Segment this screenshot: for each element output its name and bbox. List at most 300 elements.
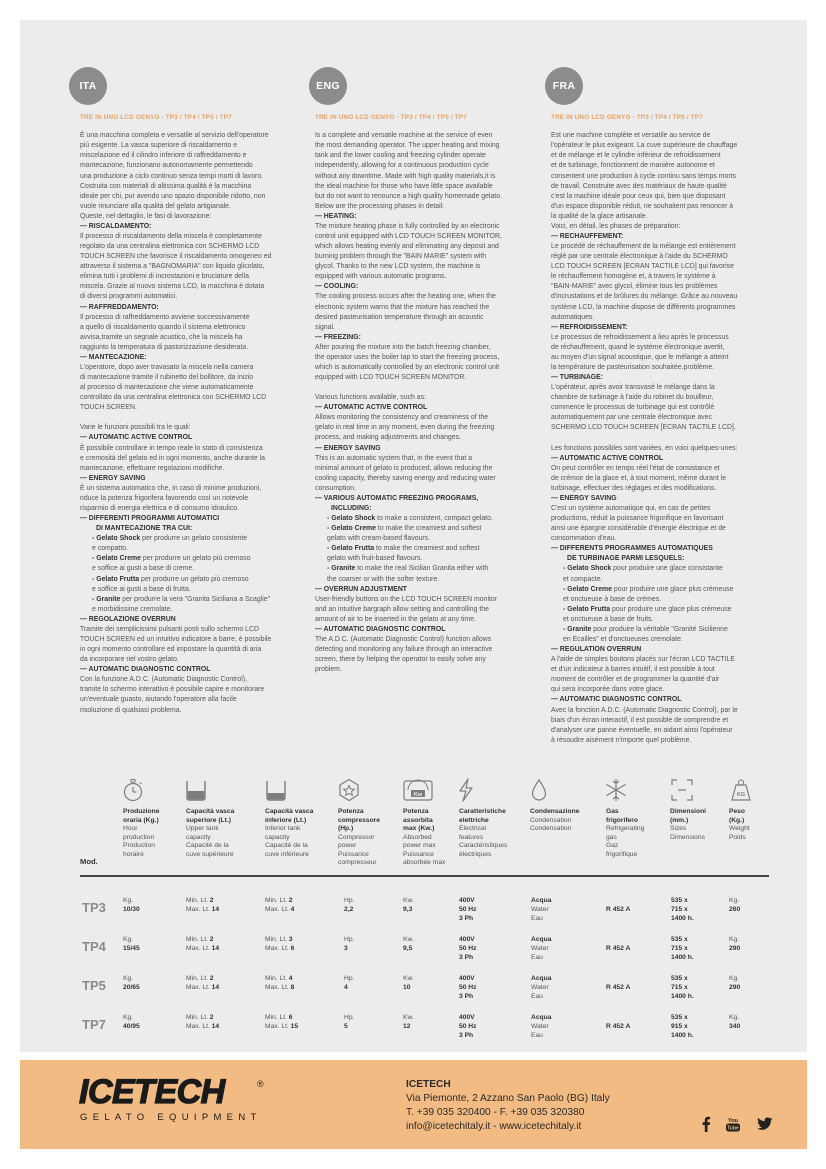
cell-unit: Min. Lt. xyxy=(265,1014,287,1021)
header-title: Dimensioni xyxy=(670,808,707,815)
cell-unit: Kw. xyxy=(403,897,414,904)
program-name: - Gelato Frutta xyxy=(563,605,611,613)
production-cell xyxy=(123,1014,140,1032)
cell-value: 6 xyxy=(290,944,295,952)
text-line: minimal amount of gelato is produced, allows reducing the xyxy=(315,464,493,472)
cell-value: 535 x xyxy=(671,1014,688,1021)
program-description: to make the creamiest and softest xyxy=(374,545,480,553)
text-line: detecting and monitoring any failure through an interactive xyxy=(315,646,493,654)
text-line: È una macchina completa e versatile al servizio dell'operatore xyxy=(80,132,269,140)
cell-unit: Min. Lt. xyxy=(186,897,208,904)
table-row xyxy=(80,1014,770,1048)
text-line: a quello di riscaldamento quando il sistema elettronico xyxy=(80,323,246,331)
electrical-cell-line xyxy=(459,993,476,1002)
header-subtitle: Absorbed xyxy=(403,833,432,841)
cell-value: 5 xyxy=(344,1022,348,1030)
weight-cell-line xyxy=(729,975,740,984)
text-line: TOUCH SCREEN ed un intuitivo indicatore a barre, è possibile xyxy=(80,636,272,644)
header-subtitle: Upper tank xyxy=(186,825,219,833)
program-line xyxy=(551,605,776,615)
stopwatch-icon xyxy=(122,778,144,802)
cell-unit: Max. Lt. xyxy=(186,983,210,991)
text-line: the operator uses the boiler tap to start the freezing process, xyxy=(315,353,500,361)
section-heading: — RAFFREDDAMENTO: xyxy=(80,303,159,311)
compressor-cell-line xyxy=(344,975,354,984)
header-title: compressore xyxy=(338,816,381,824)
section-heading: — AUTOMATIC DIAGNOSTIC CONTROL xyxy=(551,696,682,704)
cell-value: 535 x xyxy=(671,975,688,982)
text-line: process, and making adjustments and changes. xyxy=(315,434,461,442)
text-line: cooling capacity, thereby saving energy and reducing water xyxy=(315,474,496,482)
text-line: di mantecazione tramite il rubinetto del bollitore, da inizio xyxy=(80,374,254,382)
text-line: Avec la fonction A.D.C. (Automatic Diagnostic Control), par le xyxy=(551,706,738,714)
production-cell-line xyxy=(123,984,140,993)
program-name: - Gelato Creme xyxy=(92,555,142,563)
compressor-cell-line xyxy=(344,1023,354,1032)
section-heading: — AUTOMATIC DIAGNOSTIC CONTROL xyxy=(315,625,446,633)
table-row xyxy=(80,897,770,931)
power-cell-line xyxy=(403,936,414,945)
gas-cell xyxy=(606,906,630,915)
compressor-cell xyxy=(344,1014,354,1032)
text-line: desired pasteurisation temperature through an acoustic xyxy=(315,313,484,321)
section-heading: — DIFFERENTI PROGRAMMI AUTOMATICI xyxy=(80,515,220,523)
text-line: control unit equipped with LCD TOUCH SCREEN MONITOR, xyxy=(315,232,502,240)
text-line: de crémoir de la glace et, à tout moment, même durant le xyxy=(551,474,727,482)
cell-value: 400V xyxy=(459,1014,475,1021)
cell-unit: Kw. xyxy=(403,975,414,982)
model-name: TP4 xyxy=(82,939,106,954)
youtube-icon[interactable] xyxy=(725,1116,741,1132)
compressor-cell-line xyxy=(344,984,354,993)
cell-value: 9,3 xyxy=(403,905,413,913)
electrical-cell-line xyxy=(459,906,476,915)
upper-capacity-cell-line xyxy=(186,945,219,954)
header-subtitle: power max xyxy=(403,842,436,850)
header-subtitle: Electrical xyxy=(459,825,487,833)
cell-value: 12 xyxy=(403,1022,411,1030)
facebook-icon[interactable] xyxy=(701,1116,711,1132)
condensation-cell-line xyxy=(531,897,551,906)
section-heading: — AUTOMATIC ACTIVE CONTROL xyxy=(315,404,428,412)
header-title: elettriche xyxy=(459,816,489,824)
power-cell-line xyxy=(403,897,414,906)
gas-cell xyxy=(606,945,630,954)
weight-cell-line xyxy=(729,936,740,945)
cell-unit: Hp. xyxy=(344,975,355,982)
text-line: consentent une production à cycle continu sans temps morts xyxy=(551,172,737,180)
header-subtitle: Capacité de la xyxy=(186,842,229,850)
compressor-icon xyxy=(338,778,360,802)
electrical-cell-line xyxy=(459,954,476,963)
program-line xyxy=(551,625,776,635)
company-address: Via Piemonte, 2 Azzano San Paolo (BG) Italy xyxy=(406,1093,610,1105)
text-line: TOUCH SCREEN che favorisce il riscaldamento omogeneo ed xyxy=(80,253,272,261)
cell-value: Acqua xyxy=(531,1014,552,1021)
text-line: commence le processus de turbinage qui est contrôlé xyxy=(551,404,715,412)
cell-value: 50 Hz xyxy=(459,1022,477,1030)
cell-value: 50 Hz xyxy=(459,983,477,991)
cell-value: 340 xyxy=(729,1022,741,1030)
electrical-cell-line xyxy=(459,975,476,984)
text-line: riduce la potenza frigorifera favorendo così un notevole xyxy=(80,494,249,502)
text-line: ideale per chi, pur avendo uno spazio disponibile ridotto, non xyxy=(80,192,266,200)
section-heading: — REGOLAZIONE OVERRUN xyxy=(80,615,176,623)
condensation-cell-line xyxy=(531,915,551,924)
text-line: d'incrustations et de brûlures du mélange. Grâce au nouveau xyxy=(551,293,738,301)
text-line: TOUCH SCREEN. xyxy=(80,404,137,412)
cell-value: 14 xyxy=(211,944,220,952)
model-name: TP5 xyxy=(82,978,106,993)
text-line: risparmio di energia elettrica e di consumo idraulico. xyxy=(80,505,239,512)
column-english xyxy=(315,113,540,675)
lower-capacity-cell xyxy=(265,1014,298,1032)
text-line: una produzione a ciclo continuo senza tempi morti di lavoro. xyxy=(80,172,264,180)
section-heading: INCLUDING: xyxy=(331,505,372,512)
column-italian xyxy=(80,113,305,716)
cell-value: 14 xyxy=(211,1022,220,1030)
blank-line xyxy=(315,383,540,393)
text-line: d'un espace disponible réduit, ne souhaitent pas renoncer à xyxy=(551,202,734,210)
power-cell xyxy=(403,1014,414,1032)
cell-unit: Min. Lt. xyxy=(186,975,208,982)
text-line: le réchauffement homogène et, à travers le système à xyxy=(551,273,716,281)
electrical-cell-line xyxy=(459,1014,476,1023)
condensation-cell-line xyxy=(531,1032,551,1041)
program-name: - Granite xyxy=(563,625,592,633)
header-subtitle: capacity xyxy=(265,833,290,841)
section-heading: — RISCALDAMENTO: xyxy=(80,222,152,230)
electrical-cell xyxy=(459,975,476,1002)
electrical-cell xyxy=(459,897,476,924)
section-heading: — OVERRUN ADJUSTMENT xyxy=(315,585,408,593)
cell-value: 915 x xyxy=(671,1022,688,1030)
text-line: The mixture heating phase is fully controlled by an electronic xyxy=(315,222,500,230)
weight-cell-line xyxy=(729,984,740,993)
cell-value: 9,5 xyxy=(403,944,413,952)
lower-tank-icon xyxy=(265,778,287,802)
section-heading: — ENERGY SAVING xyxy=(315,444,381,452)
program-line xyxy=(315,564,540,574)
header-subtitle: features xyxy=(459,833,484,841)
text-line: burning problem through the "BAIN MARIE" system with xyxy=(315,253,487,261)
text-line: automatiquement par une centrale électronique avec xyxy=(551,414,712,422)
header-subtitle: cuve supérieure xyxy=(186,850,234,858)
text-line: A l'aide de simples boutons placés sur l'écran LCD TACTILE xyxy=(551,656,735,664)
lower-capacity-cell-line xyxy=(265,897,294,906)
column-body xyxy=(551,131,776,746)
header-subtitle: power xyxy=(338,842,357,850)
header-title: (Hp.) xyxy=(338,825,354,833)
section-heading: — ENERGY SAVING xyxy=(551,494,617,502)
program-name: - Gelato Shock xyxy=(92,535,141,543)
cell-unit: Max. Lt. xyxy=(265,983,289,991)
text-line: consumption. xyxy=(315,484,356,492)
cell-value: 10 xyxy=(403,983,411,991)
header-subtitle: Production xyxy=(123,842,155,850)
upper-capacity-cell-line xyxy=(186,906,219,915)
cell-value: 290 xyxy=(729,944,741,952)
cell-value: 2 xyxy=(288,897,293,904)
cell-value: 3 Ph xyxy=(459,1031,474,1039)
cell-unit: Water xyxy=(531,944,549,952)
header-subtitle: Condensation xyxy=(530,816,572,824)
header-subtitle: Refrigerating xyxy=(606,825,645,833)
text-line: Le procédé de réchauffement de la mélange est entièrement xyxy=(551,243,736,251)
text-line: but do not want to renounce a high quality homemade gelato. xyxy=(315,192,502,200)
cell-unit: Kg. xyxy=(123,1014,134,1021)
blank-line xyxy=(80,413,305,423)
column-header xyxy=(265,808,313,859)
text-line: et d'un indicateur à barres intuitif, il est possible à tout xyxy=(551,666,715,674)
header-subtitle: compresseur xyxy=(338,859,377,867)
lower-capacity-cell-line xyxy=(265,936,294,945)
text-line: la qualité de la glace artisanale. xyxy=(551,212,648,220)
program-line xyxy=(80,534,305,544)
cell-unit: Max. Lt. xyxy=(186,905,210,913)
condensation-cell-line xyxy=(531,975,551,984)
text-line: c'est la machine idéale pour ceux qui, bien que disposant xyxy=(551,192,726,200)
power-cell-line xyxy=(403,1014,414,1023)
header-subtitle: cuve inférieure xyxy=(265,850,309,858)
header-title: Gas xyxy=(606,808,619,815)
cell-value: 50 Hz xyxy=(459,944,477,952)
kw-meter-icon xyxy=(403,778,433,802)
cell-unit: Kg. xyxy=(123,936,134,943)
header-subtitle: Capacité de la xyxy=(265,842,308,850)
header-subtitle: Compressor xyxy=(338,833,375,841)
cell-value: 15 xyxy=(290,1022,299,1030)
language-badge-eng: ENG xyxy=(309,67,347,105)
condensation-cell-line xyxy=(531,936,551,945)
column-body xyxy=(80,131,305,715)
cell-value: 14 xyxy=(211,905,220,913)
cell-value: 2 xyxy=(209,936,214,943)
cell-value: R 452 A xyxy=(606,984,631,991)
section-heading: — ENERGY SAVING xyxy=(80,474,146,482)
cell-value: 40/95 xyxy=(123,1022,140,1030)
production-cell-line xyxy=(123,975,140,984)
cell-value: R 452 A xyxy=(606,906,631,913)
cell-value: 2 xyxy=(209,1014,214,1021)
text-line: attraverso il sistema a "BAGNOMARIA" con liquido glicolato, xyxy=(80,263,265,271)
header-subtitle: Puissance xyxy=(338,850,369,858)
column-header xyxy=(123,808,159,859)
header-title: max (Kw.) xyxy=(403,825,435,833)
cell-value: 3 Ph xyxy=(459,992,474,1000)
section-heading: — FREEZING: xyxy=(315,333,361,341)
electrical-cell-line xyxy=(459,1032,476,1041)
cell-value: 715 x xyxy=(671,983,688,991)
lightning-icon xyxy=(457,778,475,802)
model-name: TP7 xyxy=(82,1017,106,1032)
electrical-cell-line xyxy=(459,945,476,954)
svg-text:KG: KG xyxy=(736,792,746,798)
dimensions-cell-line xyxy=(671,984,694,993)
program-line xyxy=(80,595,305,605)
text-line: gelato with cream-based flavours. xyxy=(327,535,431,543)
section-heading: — COOLING: xyxy=(315,283,359,291)
cell-value: 14 xyxy=(211,983,220,991)
text-line: mantecazione, funzionano autonomamente permettendo xyxy=(80,162,253,170)
compressor-cell xyxy=(344,936,354,954)
cell-value: 535 x xyxy=(671,936,688,943)
cell-unit: Kg. xyxy=(729,936,740,943)
text-line: risoluzione di qualsiasi problema. xyxy=(80,706,182,714)
cell-unit: Eau xyxy=(531,1031,543,1039)
power-cell-line xyxy=(403,906,414,915)
program-name: - Gelato Frutta xyxy=(327,545,375,553)
text-line: moment de contrôler et de programmer la quantité d'air xyxy=(551,676,720,684)
condensation-cell-line xyxy=(531,906,551,915)
header-subtitle: Gaz xyxy=(606,842,619,850)
text-line: e compatto. xyxy=(92,545,129,553)
dimensions-cell-line xyxy=(671,897,694,906)
weight-cell-line xyxy=(729,1023,740,1032)
column-body xyxy=(315,131,540,675)
text-line: Est une machine complète et versatile au service de xyxy=(551,132,711,140)
cell-unit: Kg. xyxy=(729,975,740,982)
text-line: d'analyser une panne éventuelle, en aidant ainsi l'opérateur xyxy=(551,726,733,734)
text-line: User-friendly buttons on the LCD TOUCH SCREEN monitor xyxy=(315,595,498,603)
compressor-cell-line xyxy=(344,897,354,906)
section-heading: — TURBINAGE: xyxy=(551,374,604,382)
cell-unit: Max. Lt. xyxy=(265,905,289,913)
blank-line xyxy=(551,434,776,444)
dimensions-cell-line xyxy=(671,936,694,945)
upper-capacity-cell xyxy=(186,936,219,954)
program-line xyxy=(80,554,305,564)
lower-capacity-cell-line xyxy=(265,1023,298,1032)
text-line: qui sera incorporée dans votre glace. xyxy=(551,686,665,694)
condensation-cell-line xyxy=(531,1014,551,1023)
column-header xyxy=(186,808,234,859)
text-line: chambre de turbinage à l'aide du robinet du bouilleur, xyxy=(551,394,714,402)
upper-capacity-cell-line xyxy=(186,975,219,984)
header-title: frigorifero xyxy=(606,816,638,824)
text-line: Les fonctions possibles sont variées, en voici quelques-unes: xyxy=(551,444,738,452)
text-line: raggiunto la temperatura di pastorizzazione desiderata. xyxy=(80,343,249,351)
header-title: inferiore (Lt.) xyxy=(265,816,307,824)
cell-value: 1400 h. xyxy=(671,992,694,1000)
lower-capacity-cell-line xyxy=(265,945,294,954)
program-description: pour produire une glace plus crémeuse xyxy=(610,605,732,613)
cell-unit: Hp. xyxy=(344,936,355,943)
language-badge-ita: ITA xyxy=(69,67,107,105)
text-line: elimina tutti i problemi di incrostazioni e bruciature della xyxy=(80,273,249,281)
program-line xyxy=(80,575,305,585)
header-title: Capacità vasca xyxy=(265,808,314,815)
column-subtitle: TRE IN UNO LCD GENYO - TP3 / TP4 / TP5 / TP7 xyxy=(315,114,467,121)
condensation-cell-line xyxy=(531,984,551,993)
dimensions-cell xyxy=(671,1014,694,1041)
cell-unit: Water xyxy=(531,1022,549,1030)
text-line: This is an automatic system that, in the event that a xyxy=(315,454,473,462)
dimensions-cell-line xyxy=(671,915,694,924)
text-line: à résoudre aisément n'importe quel problème. xyxy=(551,736,692,744)
cell-value: 400V xyxy=(459,897,475,904)
upper-capacity-cell xyxy=(186,1014,219,1032)
text-line: "BAIN-MARIE" avec glycol, élimine tous les problèmes xyxy=(551,283,718,291)
dimensions-cell-line xyxy=(671,975,694,984)
cell-unit: Min. Lt. xyxy=(265,897,287,904)
cell-unit: Max. Lt. xyxy=(186,944,210,952)
section-heading: — DIFFERENTS PROGRAMMES AUTOMATIQUES xyxy=(551,545,713,553)
twitter-icon[interactable] xyxy=(757,1116,773,1132)
compressor-cell xyxy=(344,975,354,993)
text-line: problem. xyxy=(315,666,342,674)
upper-capacity-cell-line xyxy=(186,936,219,945)
electrical-cell xyxy=(459,936,476,963)
production-cell-line xyxy=(123,906,140,915)
text-line: biais d'un écran interactif, il est possible de comprendre et xyxy=(551,716,729,724)
cell-value: 715 x xyxy=(671,944,688,952)
dimensions-cell xyxy=(671,975,694,1002)
cell-value: 715 x xyxy=(671,905,688,913)
header-subtitle: Inferior tank xyxy=(265,825,301,833)
header-subtitle: Puissance xyxy=(403,850,434,858)
text-line: ainsi une épargne considérable d'énergie électrique et de xyxy=(551,525,726,533)
table-row xyxy=(80,975,770,1009)
column-header xyxy=(606,808,644,859)
text-line: miscelazione ed il cilindro inferiore di raffreddamento e xyxy=(80,152,247,160)
program-description: per produrre un gelato più cremoso xyxy=(141,555,251,563)
header-subtitle: Weight xyxy=(729,825,750,833)
text-line: tank and the lower cooling and freezing cylinder operate xyxy=(315,152,486,160)
cell-value: 1400 h. xyxy=(671,1031,694,1039)
water-drop-icon xyxy=(530,778,548,802)
electrical-cell xyxy=(459,1014,476,1041)
text-line: mantecazione, effettuare regolazioni modifiche. xyxy=(80,464,225,472)
column-header xyxy=(670,808,706,842)
lower-capacity-cell xyxy=(265,936,294,954)
cell-value: 3 Ph xyxy=(459,953,474,961)
header-title: Caratteristiche xyxy=(459,808,506,815)
text-line: l'opérateur le plus exigeant. La cuve supérieure de chauffage xyxy=(551,142,738,150)
column-header xyxy=(403,808,445,868)
table-rule xyxy=(80,875,769,877)
text-line: L'opérateur, après avoir transvasé le mélange dans la xyxy=(551,384,715,392)
upper-capacity-cell-line xyxy=(186,897,219,906)
compressor-cell-line xyxy=(344,1014,354,1023)
production-cell-line xyxy=(123,945,140,954)
cell-value: 535 x xyxy=(671,897,688,904)
header-title: Condensazione xyxy=(530,808,580,815)
cell-value: 10/30 xyxy=(123,905,140,913)
upper-capacity-cell xyxy=(186,897,219,915)
cell-unit: Hp. xyxy=(344,897,355,904)
production-cell xyxy=(123,897,140,915)
lower-capacity-cell xyxy=(265,897,294,915)
program-description: per produrre un gelato più cremoso xyxy=(139,575,249,583)
header-subtitle: absorbée max xyxy=(403,859,446,867)
text-line: equipped with LCD TOUCH SCREEN MONITOR. xyxy=(315,374,467,382)
company-name: ICETECH xyxy=(406,1079,451,1090)
text-line: Below are the processing phases in detail: xyxy=(315,202,445,210)
section-heading: — MANTECAZIONE: xyxy=(80,353,147,361)
text-line: C'est un système automatique qui, en cas de petites xyxy=(551,505,711,512)
text-line: On peut contrôler en temps réel l'état de consistance et xyxy=(551,464,720,472)
text-line: After pouring the mixture into the batch freezing chamber, xyxy=(315,343,491,351)
column-header xyxy=(338,808,380,868)
cell-unit: Water xyxy=(531,983,549,991)
program-name: - Granite xyxy=(92,595,121,603)
cell-unit: Eau xyxy=(531,914,543,922)
header-subtitle: Dimensions xyxy=(670,833,705,841)
condensation-cell xyxy=(531,897,551,924)
text-line: e cremosità del gelato ed in ogni momento, anche durante la xyxy=(80,454,266,462)
lower-capacity-cell-line xyxy=(265,975,294,984)
